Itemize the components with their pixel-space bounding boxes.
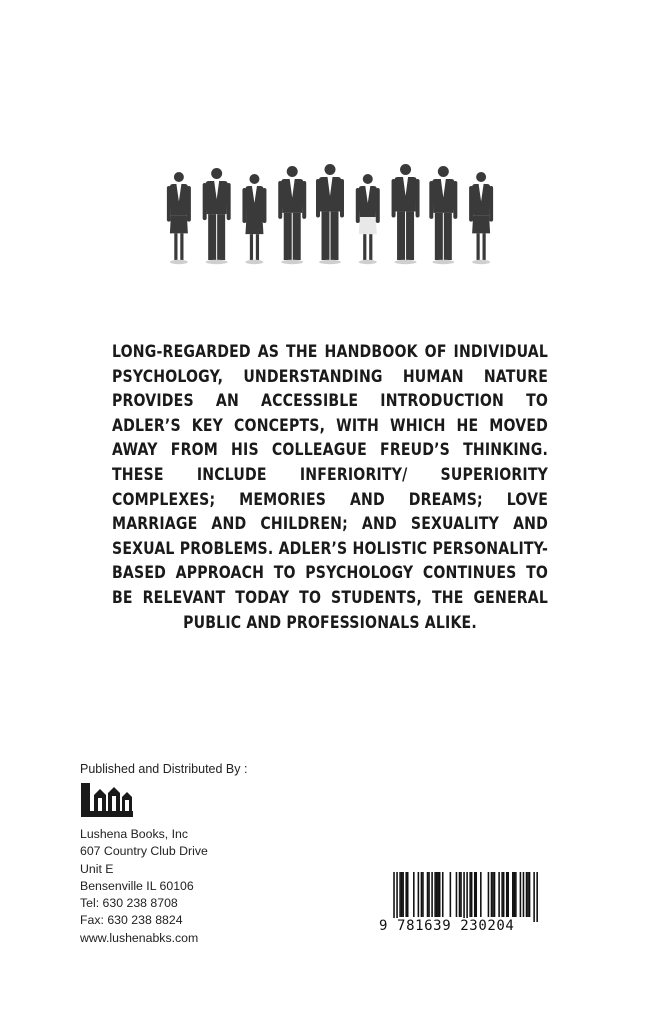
barcode-bar (460, 872, 462, 917)
barcode-bar (437, 872, 439, 917)
barcode-bar (527, 872, 529, 917)
barcode-bar (526, 872, 528, 917)
publisher-street: 607 Country Club Drive (80, 844, 208, 859)
barcode-bar (442, 872, 444, 917)
barcode-bar (474, 872, 476, 917)
back-cover-blurb: LONG-REGARDED AS THE HANDBOOK OF INDIVIDUAL PSYCHOLOGY, UNDERSTANDING HUMAN NATURE PROVIDES AN ACCESSIBLE INTRODUCTION TO ADLER’S KEY CONCEPTS, WITH WHICH HE MOVED AWAY FROM HIS COLLEAGUE FREUD’S THINKING. THESE INCLUDE INFERIORITY/ SUPERIORITY COMPLEXES; MEMORIES AND DREAMS; LOVE MARRIAGE AND CHILDREN; AND SEXUALITY AND SEXUAL PROBLEMS. ADLER’S HOLISTIC PERSONALITY-BASED APPROACH TO PSYCHOLOGY CONTINUES TO BE RELEVANT TODAY TO STUDENTS, THE GENERAL PUBLIC AND PROFESSIONALS ALIKE. (112, 342, 549, 632)
barcode-bar (459, 872, 461, 917)
barcode-bar (431, 872, 433, 917)
barcode-bar (488, 872, 490, 917)
person-silhouette (278, 166, 306, 264)
barcode-bar (491, 872, 493, 917)
person-silhouette (429, 166, 457, 264)
isbn-text: 9 781639 230204 (379, 918, 515, 934)
barcode-bar (434, 872, 436, 917)
barcode-bar (436, 872, 438, 917)
barcode-bar (514, 872, 516, 917)
publisher-tel: Tel: 630 238 8708 (80, 896, 178, 911)
barcode-bar (523, 872, 525, 917)
barcode-bar (418, 872, 420, 917)
barcode-bar (421, 872, 423, 917)
person-silhouette (242, 174, 266, 264)
barcode-bar (533, 872, 535, 922)
person-silhouette (392, 164, 420, 264)
barcode-bar (469, 872, 471, 917)
barcode-bar (422, 872, 424, 917)
barcode-bar (427, 872, 429, 917)
barcode-bar (463, 872, 465, 922)
barcode-bar (536, 872, 538, 922)
barcode-bars (378, 872, 544, 922)
barcode-bar (494, 872, 496, 917)
barcode-bar (439, 872, 441, 917)
person-silhouette (469, 172, 493, 264)
barcode-bar (428, 872, 430, 917)
silhouettes-svg (160, 150, 500, 280)
publisher-unit: Unit E (80, 861, 114, 876)
barcode-bar (401, 872, 403, 917)
publisher-website: www.lushenabks.com (80, 930, 199, 945)
people-silhouettes-illustration (160, 150, 500, 280)
barcode-bar (503, 872, 505, 917)
barcode-bar (529, 872, 531, 917)
barcode-bar (405, 872, 407, 917)
publisher-heading: Published and Distributed By : (80, 762, 248, 776)
barcode-bar (396, 872, 398, 922)
barcode-bar (480, 872, 482, 917)
barcode-bar (456, 872, 458, 917)
barcode-bar (515, 872, 517, 917)
person-silhouette (316, 164, 344, 264)
barcode-bar (492, 872, 494, 917)
barcode-bar (393, 872, 395, 922)
barcode-bar (507, 872, 509, 917)
publisher-fax: Fax: 630 238 8824 (80, 913, 183, 928)
publisher-name: Lushena Books, Inc (80, 827, 189, 841)
barcode-bar (512, 872, 514, 917)
barcode-bar (501, 872, 503, 917)
person-silhouette (167, 172, 191, 264)
person-silhouette (203, 168, 231, 264)
publisher-logo-icon (80, 781, 134, 821)
barcode-bar (506, 872, 508, 917)
barcode-bar (498, 872, 500, 917)
barcode-bar (471, 872, 473, 917)
person-silhouette (356, 174, 380, 264)
barcode-bar (402, 872, 404, 917)
barcode-bar (475, 872, 477, 917)
publisher-city: Bensenville IL 60106 (80, 878, 194, 893)
barcode-bar (399, 872, 401, 917)
barcode-bar (413, 872, 415, 917)
barcode-bar (450, 872, 452, 917)
barcode-bar (407, 872, 409, 917)
publisher-address (80, 826, 208, 947)
barcode-bar (466, 872, 468, 922)
isbn-number (378, 918, 544, 934)
barcode-bar (520, 872, 522, 917)
